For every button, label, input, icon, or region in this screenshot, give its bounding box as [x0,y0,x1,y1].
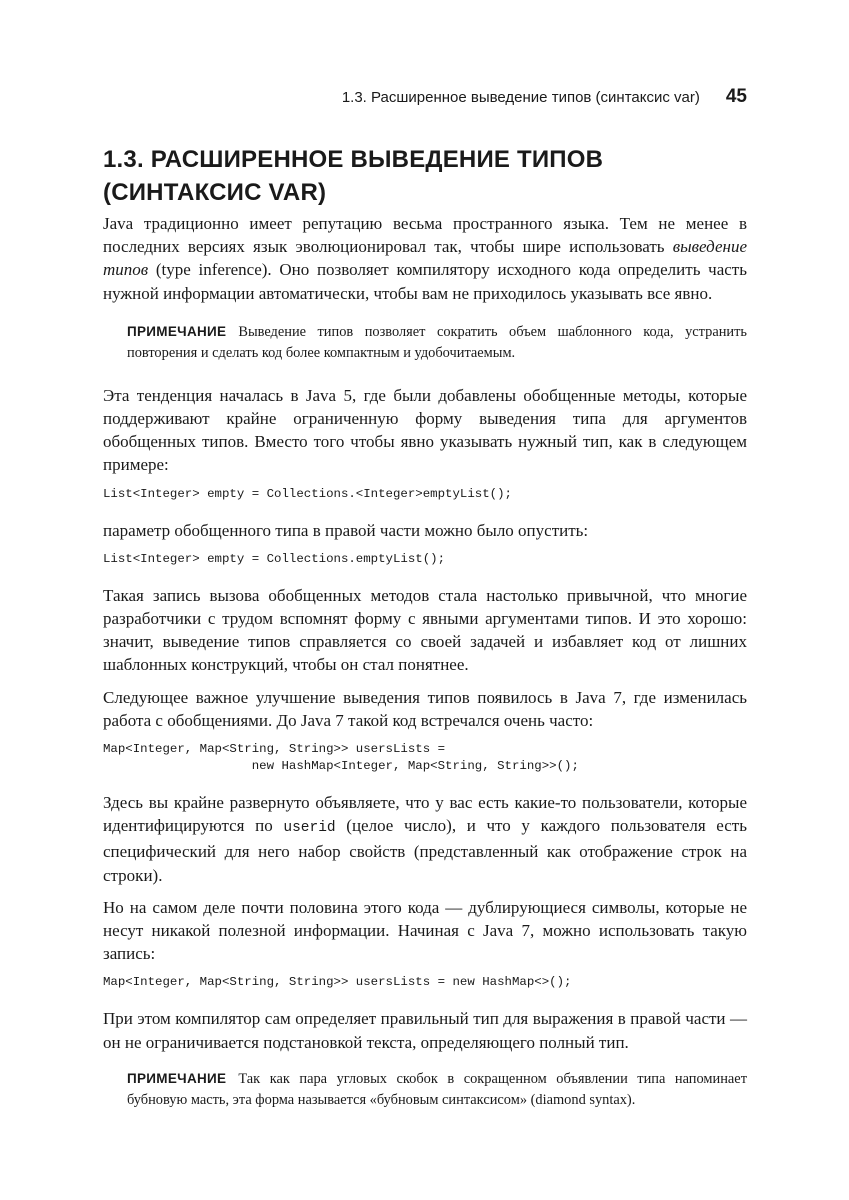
term-type-inference: выведение типов [103,237,747,280]
note-1 [127,321,747,364]
running-header [103,86,747,114]
paragraph-intro-b: (type inference). Оно позволяет компилятору исходного кода определить часть нужной информации автоматически, чтобы вам не приходилось указывать все явно. [103,260,747,303]
paragraph-explain-map [103,791,747,887]
code-line-1: Map<Integer, Map<String, String>> usersLists = [103,742,446,757]
paragraph-explain-a: Здесь вы крайне развернуто объявляете, что у вас есть какие-то пользователи, которые идентифицируются по [103,793,747,836]
page-content [103,143,747,1131]
section-title [103,143,747,209]
inline-code-userid: userid [283,820,336,837]
paragraph-intro [103,212,747,305]
code-block-inferred-type: List<Integer> empty = Collections.emptyList(); [103,551,446,566]
paragraph-habit: Такая запись вызова обобщенных методов стала настолько привычной, что многие разработчики с трудом вспомнят форму с явными аргументами типов. И это хорошо: значит, выведение типов справляется со своей задачей и избавляет код от лишних шаблонных конструкций, чтобы он стал понятнее. [103,585,747,675]
section-title-line2: (СИНТАКСИС VAR) [103,179,327,206]
paragraph-compiler: При этом компилятор сам определяет правильный тип для выражения в правой части — он не ограничивается подстановкой текста, определяющего полный тип. [103,1009,747,1052]
running-title: 1.3. Расширенное выведение типов (синтаксис var) [341,89,700,106]
note-2 [127,1068,747,1111]
section-title-line1: 1.3. РАСШИРЕННОЕ ВЫВЕДЕНИЕ ТИПОВ [103,146,604,173]
code-line-2: new HashMap<Integer, Map<String, String>>(); [103,759,579,774]
code-block-verbose-map [103,741,747,775]
paragraph-omit-param: параметр обобщенного типа в правой части можно было опустить: [103,520,589,540]
paragraph-duplication: Но на самом деле почти половина этого кода — дублирующиеся символы, которые не несут никакой полезной информации. Начиная с Java 7, можно использовать такую запись: [103,897,747,964]
note-label-2: ПРИМЕЧАНИЕ [127,1070,227,1086]
paragraph-intro-a: Java традиционно имеет репутацию весьма пространного языка. Тем не менее в последних версиях язык эволюционировал так, чтобы шире использовать [103,214,747,257]
paragraph-explain-b: (целое число), и что у каждого пользователя есть специфический для него набор свойств (представленный как отображение строк на строки). [103,816,747,885]
code-block-diamond: Map<Integer, Map<String, String>> usersLists = new HashMap<>(); [103,975,572,990]
code-block-explicit-type: List<Integer> empty = Collections.<Integer>emptyList(); [103,486,512,501]
paragraph-java7: Следующее важное улучшение выведения типов появилось в Java 7, где изменилась работа с обобщениями. До Java 7 такой код встречался очень часто: [103,687,747,730]
page-number: 45 [725,86,747,107]
paragraph-java5: Эта тенденция началась в Java 5, где были добавлены обобщенные методы, которые поддерживают крайне ограниченную форму выведения типа для аргументов обобщенных типов. Вместо того чтобы явно указывать нужный тип, как в следующем примере: [103,385,747,475]
note-label: ПРИМЕЧАНИЕ [127,323,227,339]
note-2-text: Так как пара угловых скобок в сокращенном объявлении типа напоминает бубновую масть, эта форма называется «бубновым синтаксисом» (diamond syntax). [127,1070,747,1108]
note-1-text: Выведение типов позволяет сократить объем шаблонного кода, устранить повторения и сделать код более компактным и удобочитаемым. [127,323,747,361]
